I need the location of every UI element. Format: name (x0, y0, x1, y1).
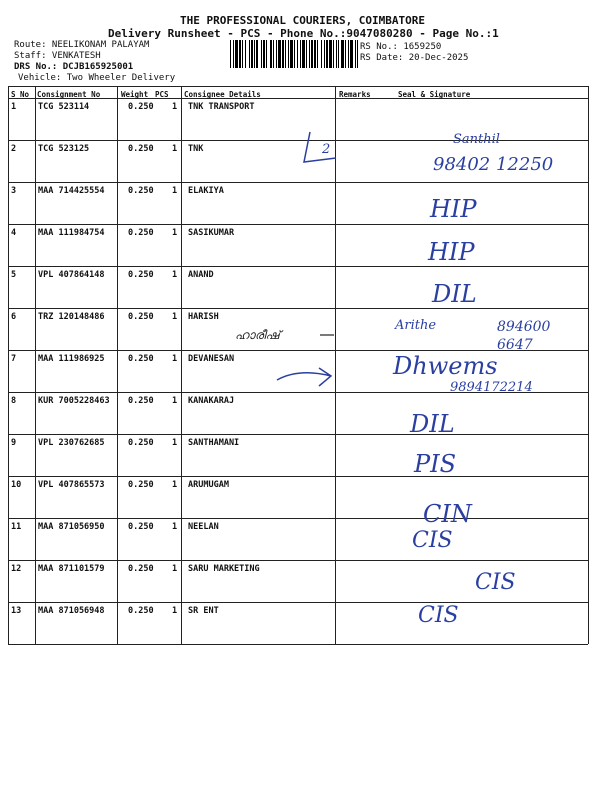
cell-consignee: ANAND (188, 270, 214, 280)
row11-signature: CIS (412, 528, 453, 553)
row3-signature: HIP (430, 195, 477, 223)
col-consignment: Consignment No (37, 90, 101, 99)
cell-weight: 0.250 (128, 186, 154, 196)
cell-pcs: 1 (172, 564, 178, 574)
col-sno: S No (11, 90, 30, 99)
col-remarks: Remarks (339, 90, 371, 99)
col-pcs: PCS (155, 90, 169, 99)
cell-consignee: SR ENT (188, 606, 219, 616)
cell-sno: 8 (11, 396, 17, 406)
vehicle-label: Vehicle: Two Wheeler Delivery (18, 73, 176, 83)
staff-label: Staff: VENKATESH (14, 51, 101, 61)
row10-signature: CIN (423, 500, 472, 528)
cell-pcs: 1 (172, 186, 178, 196)
column-divider (588, 86, 589, 644)
col-consignee: Consignee Details (184, 90, 261, 99)
row-divider (8, 644, 588, 645)
cell-sno: 3 (11, 186, 17, 196)
row8-signature: DIL (410, 410, 455, 438)
row-divider (8, 602, 588, 603)
cell-consignee: SASIKUMAR (188, 228, 235, 238)
cell-consignee: SARU MARKETING (188, 564, 260, 574)
runsheet-title: Delivery Runsheet - PCS - Phone No.:9047080280 - Page No.:1 (108, 27, 499, 40)
table-border-top (8, 86, 588, 87)
cell-weight: 0.250 (128, 438, 154, 448)
cell-sno: 1 (11, 102, 17, 112)
cell-consignment: VPL 407864148 (38, 270, 105, 280)
cell-consignee: HARISH (188, 312, 219, 322)
cell-sno: 10 (11, 480, 22, 490)
row-divider (8, 140, 588, 141)
cell-consignee: SANTHAMANI (188, 438, 240, 448)
row6-remark-scribble: ഹാരീഷ് (235, 328, 280, 342)
cell-consignment: KUR 7005228463 (38, 396, 110, 406)
cell-consignment: MAA 714425554 (38, 186, 105, 196)
row7-phone: 9894172214 (450, 380, 533, 395)
drs-number: DRS No.: DCJB165925001 (14, 62, 134, 72)
cell-weight: 0.250 (128, 522, 154, 532)
cell-pcs: 1 (172, 480, 178, 490)
cell-consignment: MAA 871056950 (38, 522, 105, 532)
row7-signature: Dhwems (393, 352, 498, 380)
row-divider (8, 182, 588, 183)
row-divider (8, 518, 588, 519)
col-weight: Weight (121, 90, 149, 99)
column-divider (335, 86, 336, 644)
route-label: Route: NEELIKONAM PALAYAM (14, 40, 150, 50)
cell-weight: 0.250 (128, 354, 154, 364)
cell-weight: 0.250 (128, 270, 154, 280)
cell-consignee: TNK TRANSPORT (188, 102, 255, 112)
cell-sno: 13 (11, 606, 22, 616)
cell-consignment: MAA 111986925 (38, 354, 105, 364)
cell-consignee: TNK (188, 144, 204, 154)
cell-pcs: 1 (172, 312, 178, 322)
cell-consignment: TCG 523125 (38, 144, 90, 154)
cell-pcs: 1 (172, 102, 178, 112)
cell-consignee: ARUMUGAM (188, 480, 229, 490)
cell-sno: 4 (11, 228, 17, 238)
cell-sno: 5 (11, 270, 17, 280)
company-name: THE PROFESSIONAL COURIERS, COIMBATORE (180, 14, 426, 27)
cell-consignment: TRZ 120148486 (38, 312, 105, 322)
cell-consignment: MAA 871101579 (38, 564, 105, 574)
cell-consignment: MAA 111984754 (38, 228, 105, 238)
cell-pcs: 1 (172, 606, 178, 616)
cell-consignment: VPL 230762685 (38, 438, 105, 448)
column-divider (35, 86, 36, 644)
cell-pcs: 1 (172, 228, 178, 238)
cell-consignment: MAA 871056948 (38, 606, 105, 616)
row5-signature: DIL (432, 280, 477, 308)
cell-sno: 9 (11, 438, 17, 448)
row6-dash-mark (318, 332, 338, 338)
column-divider (117, 86, 118, 644)
row2-signature: Santhil (453, 132, 500, 147)
row6-signature: Arithe (395, 318, 437, 333)
barcode (230, 40, 358, 68)
column-divider (181, 86, 182, 644)
rs-date: RS Date: 20-Dec-2025 (360, 53, 469, 63)
row-divider (8, 476, 588, 477)
cell-consignee: NEELAN (188, 522, 219, 532)
row-divider (8, 224, 588, 225)
row-divider (8, 308, 588, 309)
cell-consignment: TCG 523114 (38, 102, 90, 112)
cell-pcs: 1 (172, 144, 178, 154)
cell-weight: 0.250 (128, 396, 154, 406)
row-divider (8, 434, 588, 435)
cell-pcs: 1 (172, 438, 178, 448)
cell-pcs: 1 (172, 354, 178, 364)
cell-sno: 2 (11, 144, 17, 154)
cell-consignee: KANAKARAJ (188, 396, 235, 406)
row2-phone: 98402 12250 (433, 154, 554, 175)
cell-sno: 11 (11, 522, 22, 532)
cell-weight: 0.250 (128, 144, 154, 154)
cell-consignment: VPL 407865573 (38, 480, 105, 490)
cell-pcs: 1 (172, 522, 178, 532)
cell-weight: 0.250 (128, 312, 154, 322)
row13-signature: CIS (418, 603, 459, 628)
cell-weight: 0.250 (128, 606, 154, 616)
cell-sno: 12 (11, 564, 22, 574)
column-divider (8, 86, 9, 644)
cell-weight: 0.250 (128, 102, 154, 112)
row4-signature: HIP (428, 238, 475, 266)
cell-pcs: 1 (172, 396, 178, 406)
cell-sno: 6 (11, 312, 17, 322)
cell-consignee: DEVANESAN (188, 354, 235, 364)
row-divider (8, 560, 588, 561)
row12-signature: CIS (475, 570, 516, 595)
cell-weight: 0.250 (128, 228, 154, 238)
col-seal-signature: Seal & Signature (398, 90, 471, 99)
cell-weight: 0.250 (128, 480, 154, 490)
cell-sno: 7 (11, 354, 17, 364)
row-divider (8, 266, 588, 267)
cell-consignee: ELAKIYA (188, 186, 224, 196)
row2-remark: 2 (322, 142, 331, 157)
row9-signature: PIS (414, 450, 457, 478)
row7-arrow-mark (275, 362, 335, 392)
cell-weight: 0.250 (128, 564, 154, 574)
rs-number: RS No.: 1659250 (360, 42, 442, 52)
cell-pcs: 1 (172, 270, 178, 280)
row6-phone: 894600 6647 (497, 319, 551, 353)
